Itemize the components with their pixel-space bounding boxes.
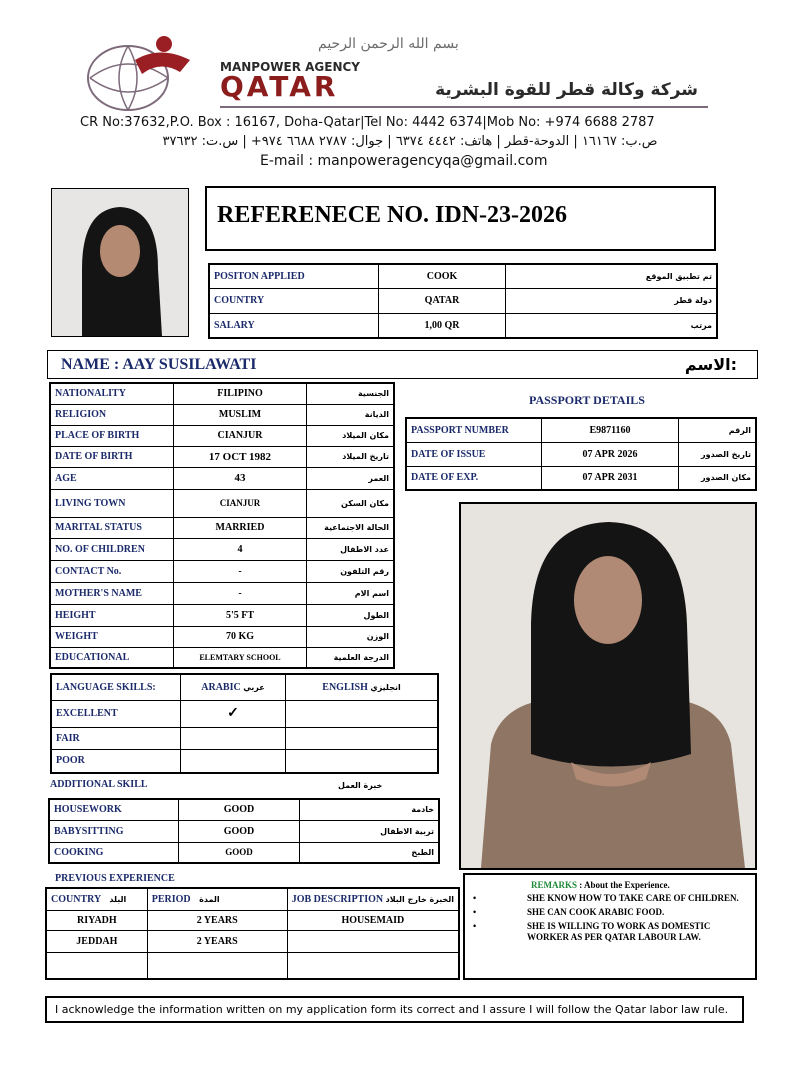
personal-label: EDUCATIONAL (50, 647, 174, 668)
personal-value: CIANJUR (174, 425, 307, 446)
job-label-country: COUNTRY (209, 288, 379, 313)
passport-label: DATE OF ISSUE (406, 442, 542, 466)
language-cell-empty (286, 700, 439, 727)
job-label-position: POSITON APPLIED (209, 264, 379, 288)
skill-ar: تربية الاطفال (300, 820, 440, 842)
personal-value: - (174, 560, 307, 582)
name-label-arabic: الاسم: (684, 355, 737, 374)
language-arabic-ar: عربي (243, 682, 265, 692)
language-header: LANGUAGE SKILLS: (51, 674, 181, 700)
personal-value: 43 (174, 467, 307, 489)
passport-value: E9871160 (542, 418, 679, 442)
language-english-en: ENGLISH (322, 681, 368, 693)
personal-value: 5'5 FT (174, 604, 307, 626)
experience-col-country-ar: البلد (109, 894, 127, 904)
personal-label: NATIONALITY (50, 383, 174, 404)
experience-job: HOUSEMAID (287, 910, 459, 930)
agency-name-big: QATAR (220, 70, 339, 103)
personal-label: RELIGION (50, 404, 174, 425)
personal-ar: مكان السكن (307, 489, 395, 517)
reference-number: REFERENECE NO. IDN-23-2026 (217, 202, 568, 228)
personal-ar: الحالة الاجتماعية (307, 517, 395, 538)
additional-skill-title: ADDITIONAL SKILL (50, 779, 148, 790)
language-table (50, 673, 439, 774)
reference-box (205, 186, 716, 251)
header-underline (220, 106, 708, 108)
personal-value: 70 KG (174, 626, 307, 647)
agency-name-small: MANPOWER AGENCY (220, 60, 360, 74)
remarks-item: • SHE CAN COOK ARABIC FOOD. (465, 907, 749, 918)
personal-ar: مكان الميلاد (307, 425, 395, 446)
experience-col-country (46, 888, 147, 910)
language-cell-empty (181, 749, 286, 773)
agency-logo-icon (80, 30, 210, 115)
person-photo-icon (461, 504, 755, 868)
checkmark-icon: ✓ (181, 700, 286, 727)
personal-value: ELEMTARY SCHOOL (174, 647, 307, 668)
experience-col-job-ar: الخبرة خارج البلاد (385, 894, 454, 904)
job-table (208, 263, 718, 339)
passport-value: 07 APR 2026 (542, 442, 679, 466)
passport-label: PASSPORT NUMBER (406, 418, 542, 442)
language-arabic (181, 674, 286, 700)
job-value-position: COOK (379, 264, 506, 288)
personal-ar: عدد الاطفال (307, 538, 395, 560)
job-ar-country: دولة قطر (506, 288, 718, 313)
language-cell-empty (286, 727, 439, 749)
language-level-fair: FAIR (51, 727, 181, 749)
acknowledgement-box (45, 996, 744, 1023)
remarks-heading (531, 880, 749, 890)
personal-ar: الطول (307, 604, 395, 626)
email-line: E-mail : manpoweragencyqa@gmail.com (260, 153, 548, 169)
personal-label: MOTHER'S NAME (50, 582, 174, 604)
passport-label: DATE OF EXP. (406, 466, 542, 490)
language-arabic-en: ARABIC (201, 681, 241, 693)
language-cell-empty (286, 749, 439, 773)
personal-ar: رقم التلفون (307, 560, 395, 582)
personal-table (49, 382, 395, 669)
passport-ar: مكان الصدور (679, 466, 757, 490)
letterhead (80, 30, 740, 180)
passport-ar: تاريخ الصدور (679, 442, 757, 466)
personal-value: MARRIED (174, 517, 307, 538)
skill-label: BABYSITTING (49, 820, 179, 842)
skill-value: GOOD (179, 842, 300, 863)
person-photo-icon (52, 189, 188, 336)
personal-ar: العمر (307, 467, 395, 489)
additional-skill-title-ar: خبرة العمل (338, 781, 383, 790)
personal-value: - (174, 582, 307, 604)
personal-ar: تاريخ الميلاد (307, 446, 395, 467)
language-level-poor: POOR (51, 749, 181, 773)
personal-label: LIVING TOWN (50, 489, 174, 517)
personal-ar: الوزن (307, 626, 395, 647)
experience-table (45, 887, 460, 980)
skill-value: GOOD (179, 820, 300, 842)
acknowledgement-text: I acknowledge the information written on my application form its correct and I assure I will follow the Qatar labor law rule. (55, 1003, 729, 1016)
language-cell-empty (181, 727, 286, 749)
experience-period: 2 YEARS (147, 910, 287, 930)
name-bar (47, 350, 758, 379)
language-level-excellent: EXCELLENT (51, 700, 181, 727)
personal-value: MUSLIM (174, 404, 307, 425)
experience-col-period-en: PERIOD (151, 893, 191, 905)
experience-title: PREVIOUS EXPERIENCE (55, 873, 175, 884)
contact-line-ar: ص.ب: ١٦١٦٧ | الدوحة-قطر | هاتف: ٤٤٤٢ ٦٣٧٤ | جوال: ٢٧٨٧ ٦٦٨٨ ٩٧٤+ | س.ت: ٣٧٦٣٢ (162, 134, 658, 149)
applicant-name: NAME : AAY SUSILAWATI (61, 356, 257, 373)
contact-line-en: CR No:37632,P.O. Box : 16167, Doha-Qatar|Tel No: 4442 6374|Mob No: +974 6688 2787 (80, 115, 655, 130)
experience-empty (287, 952, 459, 979)
job-ar-position: تم تطبيق الموقع (506, 264, 718, 288)
passport-ar: الرقم (679, 418, 757, 442)
personal-value: CIANJUR (174, 489, 307, 517)
experience-job (287, 930, 459, 952)
remarks-subtitle: : About the Experience. (579, 880, 670, 890)
remarks-list (465, 893, 749, 943)
job-label-salary: SALARY (209, 313, 379, 338)
skill-ar: الطبخ (300, 842, 440, 863)
experience-empty (46, 952, 147, 979)
remarks-box (463, 873, 757, 980)
passport-title: PASSPORT DETAILS (529, 393, 645, 407)
personal-label: DATE OF BIRTH (50, 446, 174, 467)
language-english-ar: انجليزي (370, 682, 401, 692)
agency-name-arabic: شركة وكالة قطر للقوة البشرية (435, 80, 698, 100)
experience-col-period-ar: المدة (199, 894, 220, 904)
personal-ar: الجنسية (307, 383, 395, 404)
passport-table (405, 417, 757, 491)
job-value-country: QATAR (379, 288, 506, 313)
personal-value: FILIPINO (174, 383, 307, 404)
skill-label: COOKING (49, 842, 179, 863)
skill-value: GOOD (179, 799, 300, 820)
experience-col-job-en: JOB DESCRIPTION (291, 893, 384, 905)
personal-label: HEIGHT (50, 604, 174, 626)
personal-label: CONTACT No. (50, 560, 174, 582)
experience-country: JEDDAH (46, 930, 147, 952)
personal-ar: الديانة (307, 404, 395, 425)
experience-country: RIYADH (46, 910, 147, 930)
experience-col-country-en: COUNTRY (51, 893, 101, 905)
passport-value: 07 APR 2031 (542, 466, 679, 490)
remarks-title: REMARKS (531, 880, 578, 890)
personal-label: NO. OF CHILDREN (50, 538, 174, 560)
experience-col-job (287, 888, 459, 910)
personal-label: WEIGHT (50, 626, 174, 647)
skill-ar: خادمة (300, 799, 440, 820)
personal-label: MARITAL STATUS (50, 517, 174, 538)
language-english (286, 674, 439, 700)
experience-period: 2 YEARS (147, 930, 287, 952)
applicant-photo-small (51, 188, 189, 337)
job-ar-salary: مرتب (506, 313, 718, 338)
experience-empty (147, 952, 287, 979)
personal-label: PLACE OF BIRTH (50, 425, 174, 446)
applicant-photo-full (459, 502, 757, 870)
experience-col-period (147, 888, 287, 910)
personal-label: AGE (50, 467, 174, 489)
job-value-salary: 1,00 QR (379, 313, 506, 338)
bismillah: بسم الله الرحمن الرحيم (318, 36, 459, 52)
personal-value: 4 (174, 538, 307, 560)
remarks-item: • SHE KNOW HOW TO TAKE CARE OF CHILDREN. (465, 893, 749, 904)
additional-skill-table (48, 798, 440, 864)
personal-value: 17 OCT 1982 (174, 446, 307, 467)
personal-ar: الدرجة العلمية (307, 647, 395, 668)
skill-label: HOUSEWORK (49, 799, 179, 820)
remarks-item: • SHE IS WILLING TO WORK AS DOMESTIC WORKER AS PER QATAR LABOUR LAW. (465, 921, 749, 943)
personal-ar: اسم الام (307, 582, 395, 604)
